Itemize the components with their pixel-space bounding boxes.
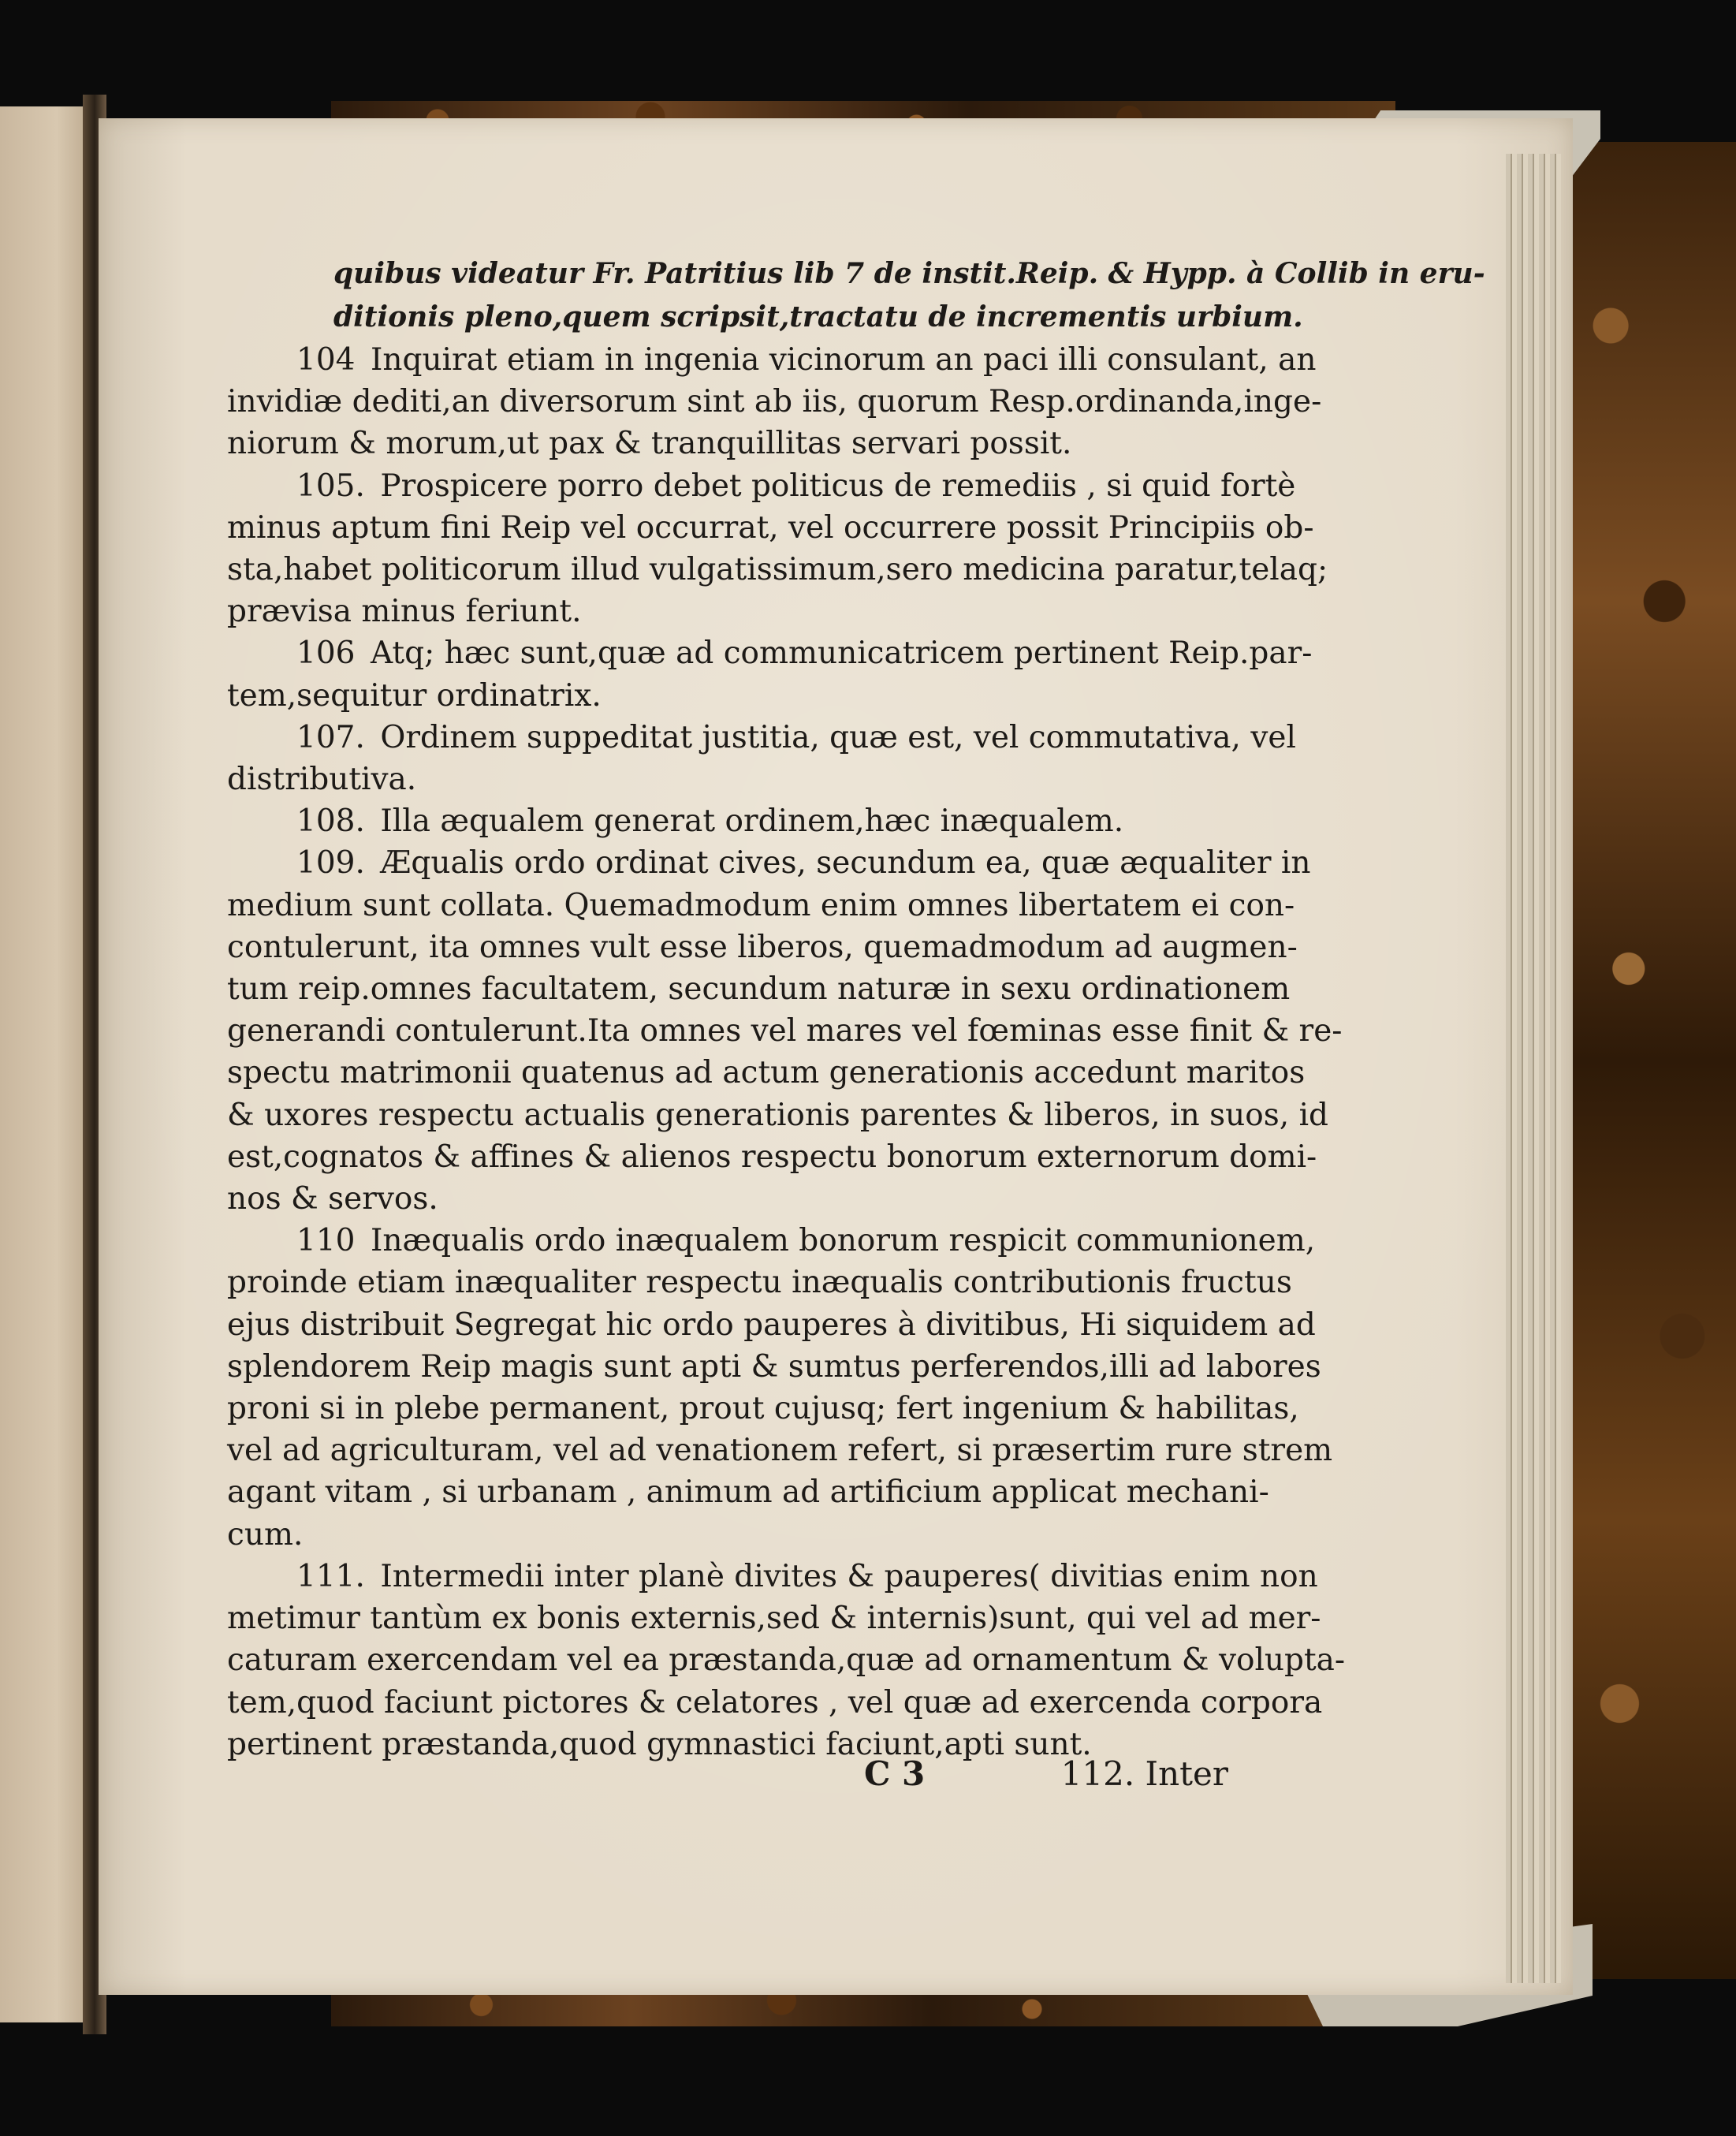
line-text: Æqualis ordo ordinat cives, secundum ea, quæ æqualiter in bbox=[380, 845, 1311, 882]
facing-page-edge bbox=[0, 106, 95, 2022]
text-line: medium sunt collata. Quemadmodum enim omnes libertatem ei con- bbox=[227, 887, 1295, 923]
paragraph-0 bbox=[227, 339, 1322, 465]
catchword: 112. Inter bbox=[1060, 1754, 1228, 1793]
paragraph-number: 111. bbox=[296, 1558, 365, 1594]
paragraph-3 bbox=[227, 717, 1296, 800]
text-line bbox=[227, 842, 1311, 884]
text-line: nos & servos. bbox=[227, 1181, 438, 1217]
paragraph-1 bbox=[227, 465, 1328, 633]
text-line: caturam exercendam vel ea præstanda,quæ ad ornamentum & volupta- bbox=[227, 1642, 1346, 1679]
text-line: ejus distribuit Segregat hic ordo pauperes à divitibus, Hi siquidem ad bbox=[227, 1307, 1316, 1343]
text-line: est,cognatos & affines & alienos respectu bonorum externorum domi- bbox=[227, 1139, 1317, 1175]
text-line bbox=[227, 800, 1228, 842]
text-line bbox=[227, 717, 1296, 759]
paragraph-7 bbox=[227, 1556, 1346, 1765]
text-line: contulerunt, ita omnes vult esse liberos, quemadmodum ad augmen- bbox=[227, 929, 1298, 965]
paragraph-number: 109. bbox=[296, 845, 365, 882]
paragraph-number: 106 bbox=[296, 636, 356, 672]
text-line: pertinent præstanda,quod gymnastici faciunt,apti sunt. bbox=[227, 1726, 1092, 1762]
page-footer bbox=[227, 1754, 1228, 1802]
paragraph-6 bbox=[227, 1220, 1333, 1556]
text-line: proni si in plebe permanent, prout cujusq; fert ingenium & habilitas, bbox=[227, 1391, 1299, 1427]
endpaper-edge bbox=[1506, 154, 1561, 1983]
line-text: Prospicere porro debet politicus de remediis , si quid fortè bbox=[380, 468, 1296, 504]
text-line: spectu matrimonii quatenus ad actum generationis accedunt maritos bbox=[227, 1055, 1306, 1091]
line-text: Inquirat etiam in ingenia vicinorum an paci illi consulant, an bbox=[370, 342, 1317, 378]
text-line: splendorem Reip magis sunt apti & sumtus perferendos,illi ad labores bbox=[227, 1348, 1321, 1385]
paragraph-number: 104 bbox=[296, 342, 356, 378]
paragraph-number: 108. bbox=[296, 803, 365, 840]
paragraph-5 bbox=[227, 842, 1343, 1220]
text-line: proinde etiam inæqualiter respectu inæqualis contributionis fructus bbox=[227, 1265, 1292, 1301]
line-text: Illa æqualem generat ordinem,hæc inæqualem. bbox=[380, 803, 1124, 840]
line-text: Intermedii inter planè divites & pauperes( divitias enim non bbox=[380, 1558, 1318, 1594]
line-text: Inæqualis ordo inæqualem bonorum respicit communionem, bbox=[370, 1223, 1316, 1259]
text-line bbox=[227, 339, 1317, 381]
footnote-line: quibus videatur Fr. Patritius lib 7 de instit.Reip. & Hypp. à Collib in eru- bbox=[333, 257, 1485, 290]
text-line bbox=[227, 465, 1296, 507]
text-line: minus aptum fini Reip vel occurrat, vel occurrere possit Principiis ob- bbox=[227, 509, 1314, 546]
footnote-line: ditionis pleno,quem scripsit,tractatu de incrementis urbium. bbox=[333, 300, 1303, 334]
text-line: agant vitam , si urbanam , animum ad artificium applicat mechani- bbox=[227, 1474, 1269, 1511]
paragraph-list bbox=[227, 339, 1346, 1765]
text-line: niorum & morum,ut pax & tranquillitas servari possit. bbox=[227, 426, 1072, 462]
paragraph-4 bbox=[227, 800, 1228, 842]
line-text: Atq; hæc sunt,quæ ad communicatricem pertinent Reip.par- bbox=[370, 636, 1313, 672]
text-line: tum reip.omnes facultatem, secundum naturæ in sexu ordinationem bbox=[227, 971, 1291, 1008]
text-line: tem,quod faciunt pictores & celatores , vel quæ ad exercenda corpora bbox=[227, 1684, 1323, 1720]
text-line: prævisa minus feriunt. bbox=[227, 594, 582, 630]
footnote bbox=[227, 252, 1485, 339]
text-line: generandi contulerunt.Ita omnes vel mares vel fœminas esse finit & re- bbox=[227, 1013, 1343, 1049]
text-line: sta,habet politicorum illud vulgatissimum,sero medicina paratur,telaq; bbox=[227, 552, 1328, 588]
text-line bbox=[227, 1220, 1316, 1262]
paragraph-number: 105. bbox=[296, 468, 365, 504]
page-text bbox=[227, 252, 1485, 1765]
paragraph-number: 110 bbox=[296, 1223, 356, 1259]
text-line bbox=[227, 1556, 1318, 1597]
signature-mark: C 3 bbox=[864, 1754, 926, 1793]
text-line: distributiva. bbox=[227, 762, 417, 798]
text-line bbox=[227, 632, 1313, 674]
text-line: & uxores respectu actualis generationis parentes & liberos, in suos, id bbox=[227, 1097, 1329, 1133]
paragraph-2 bbox=[227, 632, 1313, 716]
marbled-cover-right bbox=[1557, 142, 1736, 1979]
paragraph-number: 107. bbox=[296, 719, 365, 755]
text-line: invidiæ dediti,an diversorum sint ab iis, quorum Resp.ordinanda,inge- bbox=[227, 384, 1322, 420]
text-line: tem,sequitur ordinatrix. bbox=[227, 677, 602, 714]
text-line: vel ad agriculturam, vel ad venationem refert, si præsertim rure strem bbox=[227, 1433, 1333, 1469]
line-text: Ordinem suppeditat justitia, quæ est, vel commutativa, vel bbox=[380, 719, 1296, 755]
text-line: cum. bbox=[227, 1516, 304, 1553]
text-line: metimur tantùm ex bonis externis,sed & internis)sunt, qui vel ad mer- bbox=[227, 1601, 1321, 1637]
